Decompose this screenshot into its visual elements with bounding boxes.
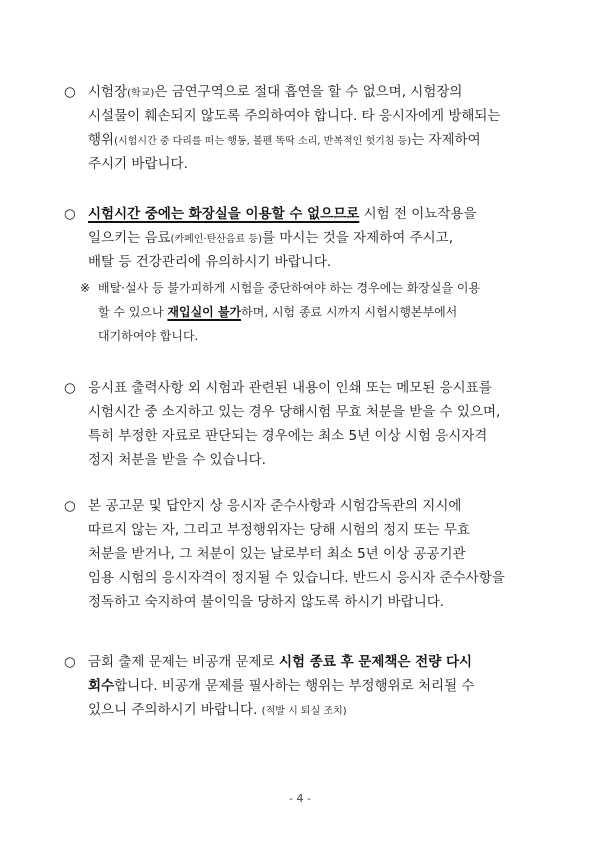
restroom-warning: 시험시간 중에는 화장실을 이용할 수 없으므로 — [88, 206, 360, 222]
page-number: - 4 - — [289, 792, 311, 805]
bullet-icon: ○ — [64, 380, 76, 396]
bullet-icon: ○ — [64, 206, 76, 222]
document-page: ○ 시험장(학교)은 금연구역으로 절대 흡연을 할 수 없으며, 시험장의 시설물이 훼손되지 않도록 주의하여야 합니다. 타 응시자에게 방해되는 행위(시험시간 중 다리를 떠는 행동, 볼펜 똑딱 소리, 반복적인 헛기침 등)는 자제하여 주시기 바랍니다. ○ 시험시간 중에는 화장실을 이용할 수 없으므로 시험 전 이뇨작용을 일으키는 음료(카페인·탄산음료 등)를 마시는 것을 자제하여 주시고, 배탈 등 건강관리에 유의하시기 바랍니다. ※ 배탈·설사 등 불가피하게 시험을 중단하여야 하는 경우에는 화장실을 이용 할 수 있으나 재입실이 불가하며, 시험 종료 시까지 시험시행본부에서 대기하여야 합니다. ○ 응시표 출력사항 외 시험과 관련된 내용이 인쇄 또는 메모된 응시표를 시험시간 중 소지하고 있는 경우 당해시험 무효 처분을 받을 수 있으며, 특히 부정한 자료로 판단되는 경우에는 최소 5년 이상 시험 응시자격 정지 처분을 받을 수 있습니다. ○ 본 공고문 및 답안지 상 응시자 준수사항과 시험감독관의 지시에 따르지 않는 자, 그리고 부정행위자는 당해 시험의 정지 또는 무효 처분을 받거나, 그 처분이 있는 날로부터 최소 5년 이상 공공기관 임용 시험의 응시자격이 정지될 수 있습니다. 반드시 응시자 준수사항을 정독하고 숙지하여 불이익을 당하지 않도록 하시기 바랍니다. ○ 금회 출제 문제는 비공개 문제로 시험 종료 후 문제책은 전량 다시 회수합니다. 비공개 문제를 필사하는 행위는 부정행위로 처리될 수 있으니 주의하시기 바랍니다. (적발 시 퇴실 조치) - 4 - — [0, 0, 600, 848]
bullet-icon: ○ — [64, 654, 76, 670]
no-reentry-warning: 재입실이 불가 — [167, 305, 242, 319]
booklet-collection-warning: 시험 종료 후 문제책은 전량 다시 — [279, 654, 473, 670]
bullet-icon: ○ — [64, 498, 76, 514]
bullet-icon: ○ — [64, 84, 76, 100]
note-icon: ※ — [80, 281, 91, 295]
